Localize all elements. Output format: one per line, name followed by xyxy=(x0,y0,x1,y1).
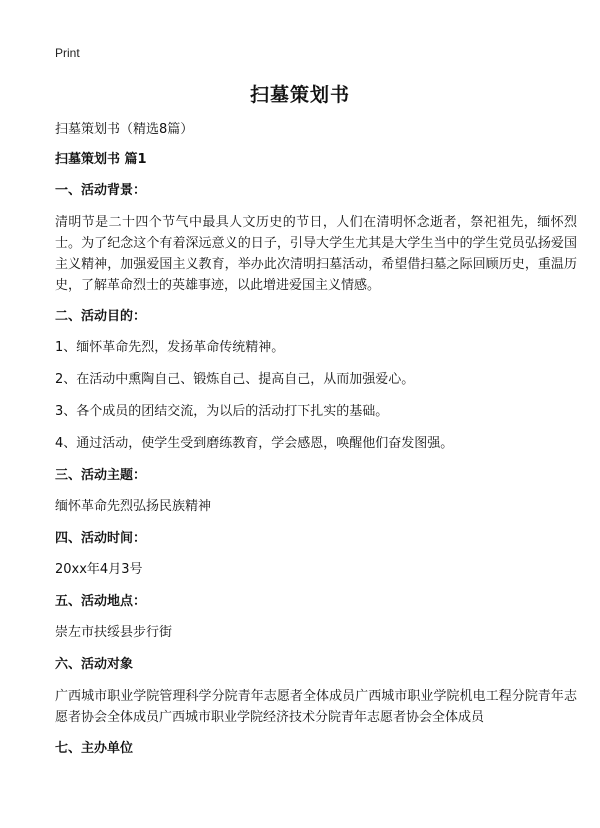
section-heading-purpose: 二、活动目的： xyxy=(55,309,147,324)
section-text-theme: 缅怀革命先烈弘扬民族精神 xyxy=(55,499,212,514)
document-subtitle: 扫墓策划书（精选8篇） xyxy=(55,122,194,137)
section-text-participants: 广西城市职业学院管理科学分院青年志愿者全体成员广西城市职业学院机电工程分院青年志愿者协会全体成员广西城市职业学院经济技术分院青年志愿者协会全体成员 xyxy=(55,689,577,725)
section-heading-time: 四、活动时间： xyxy=(55,531,147,546)
section-heading-place: 五、活动地点： xyxy=(55,594,147,609)
section-text-place: 崇左市扶绥县步行街 xyxy=(55,625,173,640)
purpose-item: 3、各个成员的团结交流，为以后的活动打下扎实的基础。 xyxy=(55,404,389,419)
purpose-item: 2、在活动中熏陶自己、锻炼自己、提高自己，从而加强爱心。 xyxy=(55,372,415,387)
section-text-time: 20xx年4月3号 xyxy=(55,562,143,577)
section-heading-participants: 六、活动对象 xyxy=(55,657,134,672)
section-text-background: 清明节是二十四个节气中最具人文历史的节日，人们在清明怀念逝者，祭祀祖先，缅怀烈士。为了纪念这个有着深远意义的日子，引导大学生尤其是大学生当中的学生党员弘扬爱国主义精神，加强爱国主义教育，举办此次清明扫墓活动，希望借扫墓之际回顾历史，重温历史，了解革命烈士的英雄事迹，以此增进爱国主义情感。 xyxy=(55,215,577,293)
document-body xyxy=(55,120,577,770)
section-heading-theme: 三、活动主题： xyxy=(55,468,147,483)
section-heading-background: 一、活动背景： xyxy=(55,183,147,198)
print-link[interactable]: Print xyxy=(55,46,80,60)
purpose-item: 1、缅怀革命先烈，发扬革命传统精神。 xyxy=(55,340,285,355)
article-heading: 扫墓策划书 篇1 xyxy=(55,152,147,167)
page-title: 扫墓策划书 xyxy=(249,84,350,106)
section-heading-organizer: 七、主办单位 xyxy=(55,741,134,756)
purpose-item: 4、通过活动，使学生受到磨练教育，学会感恩，唤醒他们奋发图强。 xyxy=(55,436,454,451)
